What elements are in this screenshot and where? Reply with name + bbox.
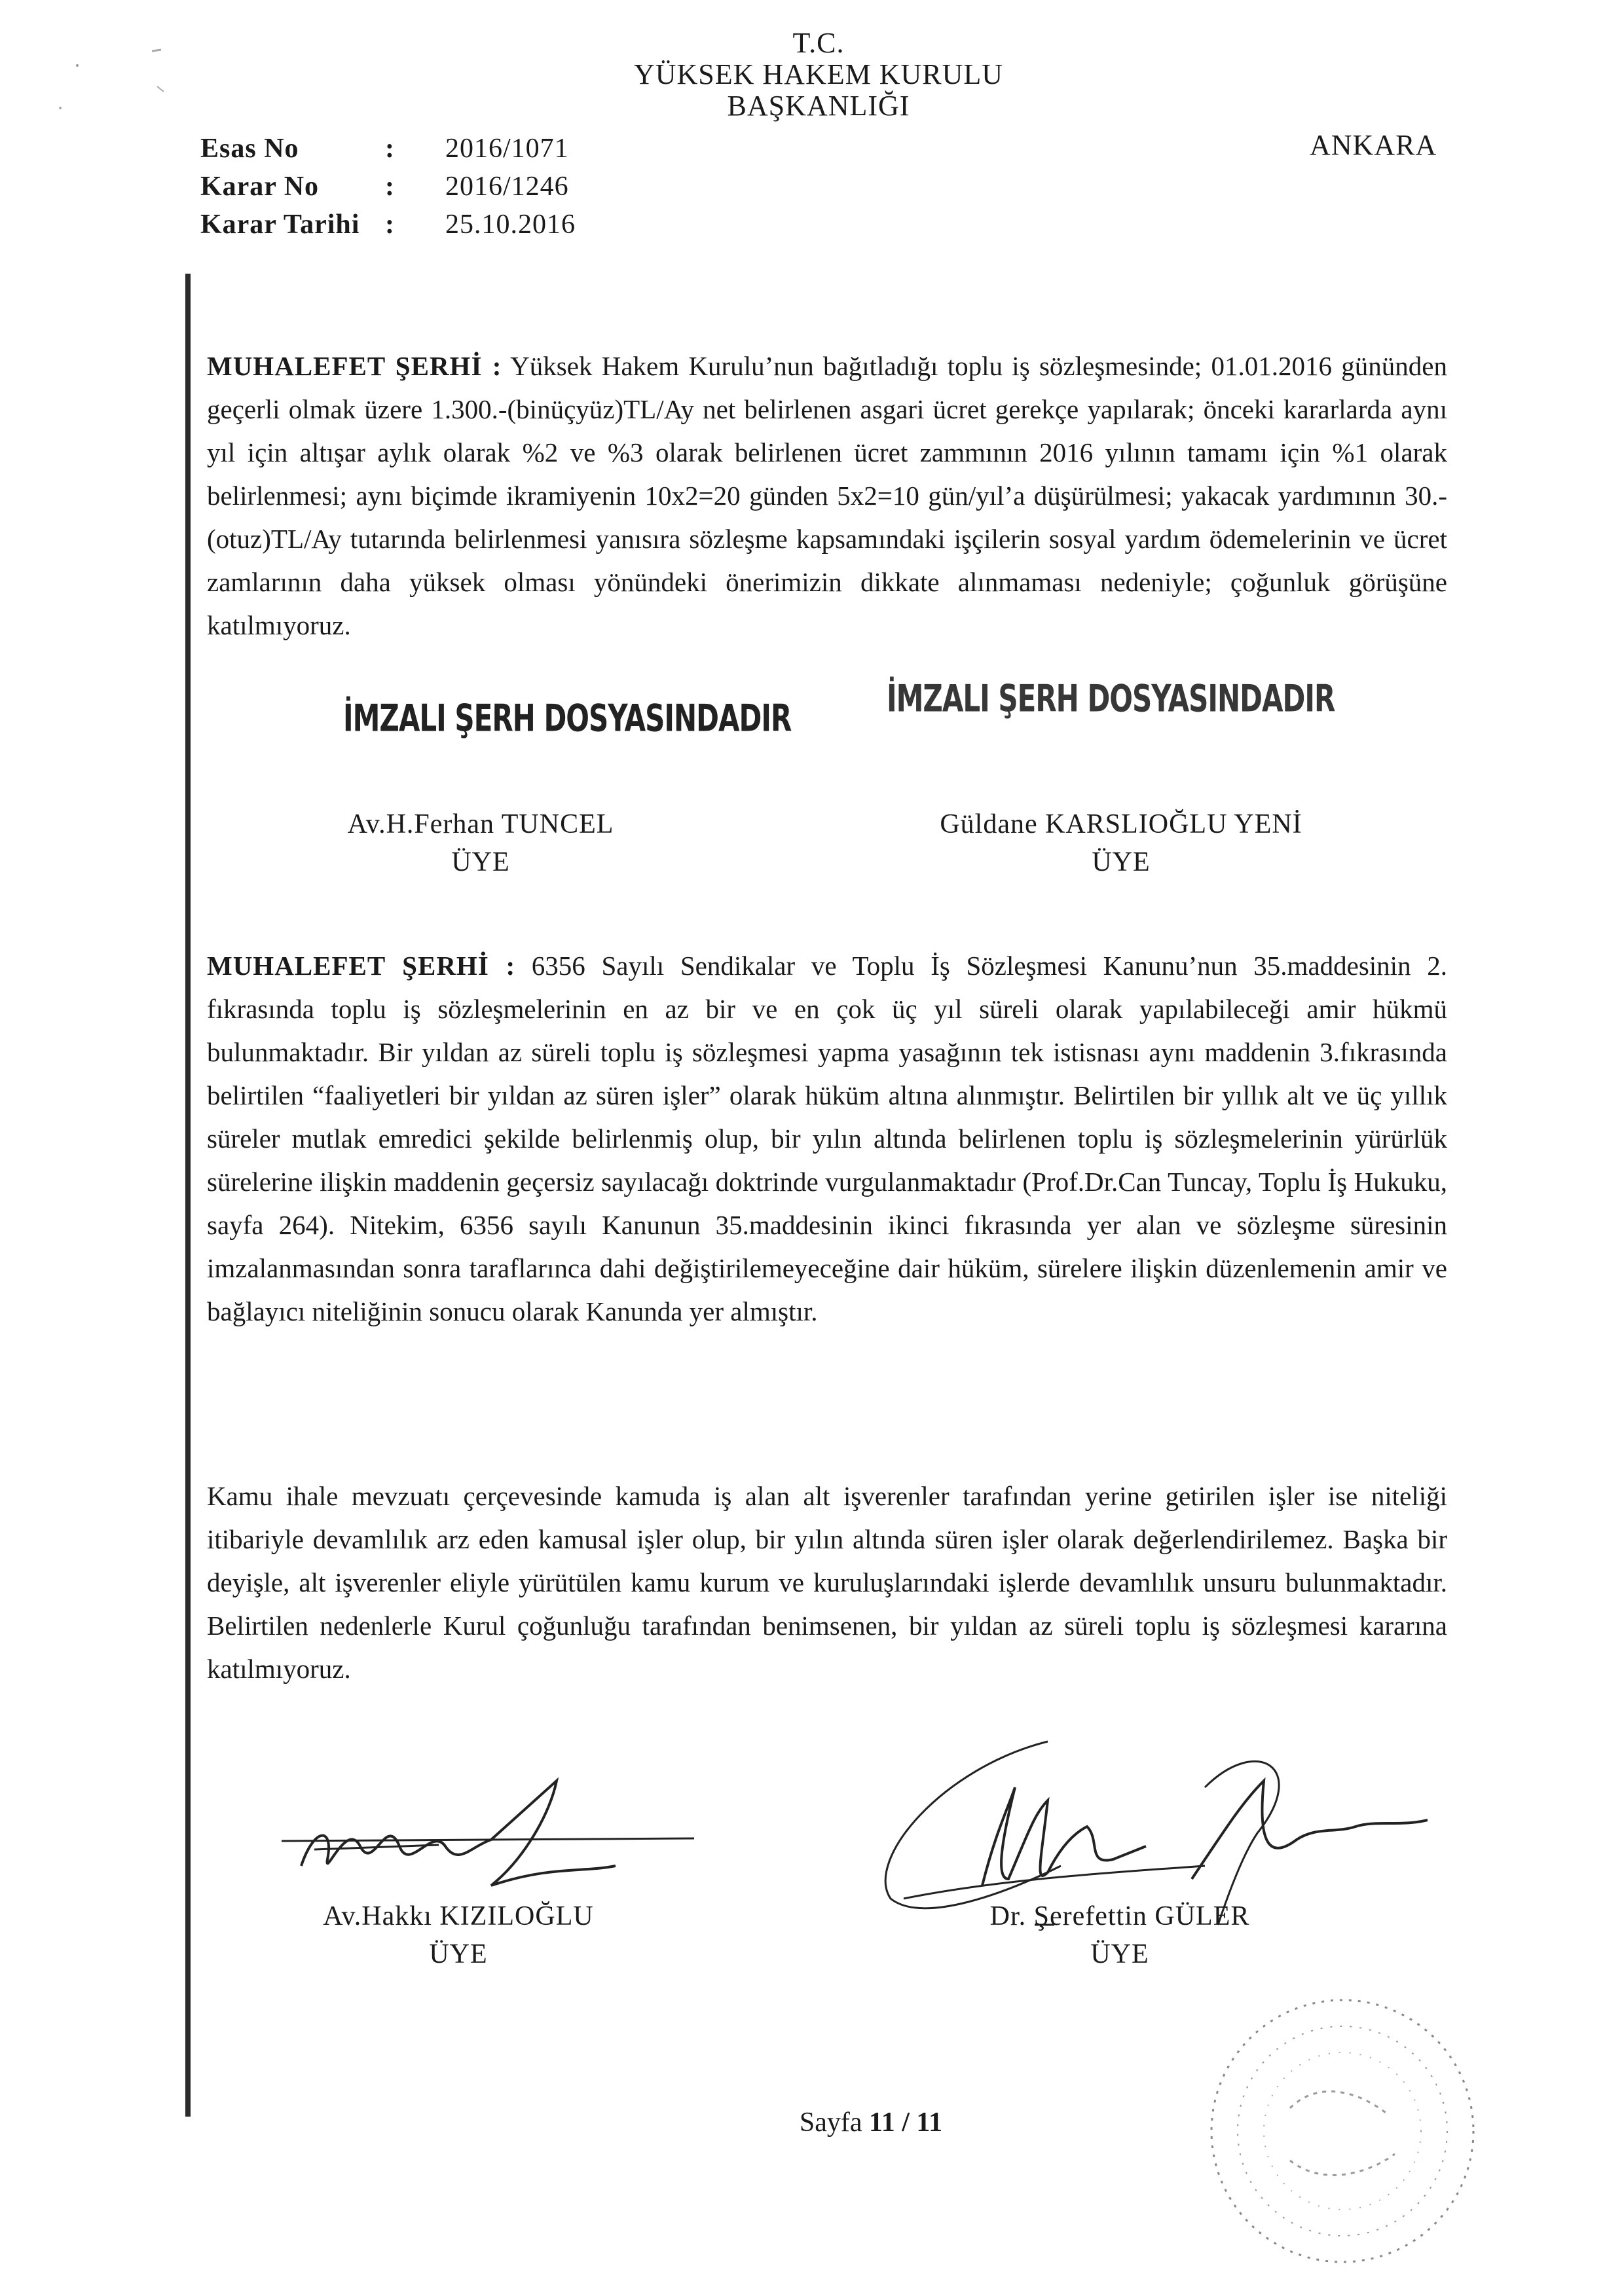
margin-bar bbox=[185, 274, 191, 2117]
page-footer bbox=[720, 2107, 1022, 2138]
dissent-paragraph-3 bbox=[207, 1474, 1447, 1690]
esas-label: Esas No bbox=[200, 134, 299, 164]
signer-block bbox=[872, 805, 1370, 881]
page-number: 11 / 11 bbox=[869, 2107, 943, 2138]
dissent-text-3: Kamu ihale mevzuatı çerçevesinde kamuda iş alan alt işverenler tarafından yerine getirilen işler ise niteliği itibariyle devamlılık arz eden kamusal işler olup, bir yılın altında süren işler olarak değerlendirilemez. Başka bir deyişle, alt işverenler eliyle yürütülen kamu kurum ve kuruluşlarındaki işlerde devamlılık unsuru bulunmaktadır. Belirtilen nedenlerle Kurul çoğunluğu tarafından benimsenen, bir yıldan az süreli toplu iş sözleşmesi kararına katılmıyoruz. bbox=[207, 1481, 1447, 1684]
case-meta bbox=[200, 130, 576, 244]
esas-row bbox=[200, 130, 576, 168]
signed-dissent-stamp: İMZALI ŞERH DOSYASINDADIR bbox=[343, 697, 792, 740]
page-label: Sayfa bbox=[799, 2107, 862, 2138]
header-tc: T.C. bbox=[792, 27, 845, 59]
signature-left bbox=[275, 1768, 707, 1912]
signer-name: Dr. Şerefettin GÜLER bbox=[989, 1901, 1250, 1931]
tarih-row bbox=[200, 206, 576, 244]
tarih-label: Karar Tarihi bbox=[200, 210, 360, 240]
karar-colon: : bbox=[385, 172, 394, 202]
dissent-heading-2: MUHALEFET ŞERHİ : bbox=[207, 951, 516, 981]
karar-value: 2016/1246 bbox=[445, 172, 569, 202]
dissent-text-1: Yüksek Hakem Kurulu’nun bağıtladığı toplu iş sözleşmesinde; 01.01.2016 gününden geçerli olmak üzere 1.300.-(binüçyüz)TL/Ay net belirlenen asgari ücret gerekçe yapılarak; önceki kararlarda aynı yıl için altışar aylık olarak %2 ve %3 olarak belirlenen ücret zammının 2016 yılının tamamı için %1 olarak belirlenmesi; aynı biçimde ikramiyenin 10x2=20 günden 5x2=10 gün/yıl’a düşürülmesi; yakacak yardımının 30.-(otuz)TL/Ay tutarında belirlenmesi yanısıra sözleşme kapsamındaki işçilerin sosyal yardım ödemelerinin ve ücret zamlarının daha yüksek olması yönündeki önerimizin dikkate alınmaması nedeniyle; çoğunluk görüşüne katılmıyoruz. bbox=[207, 351, 1447, 640]
karar-row bbox=[200, 168, 576, 206]
signer-block bbox=[275, 1897, 642, 1973]
tarih-colon: : bbox=[385, 210, 394, 240]
karar-label: Karar No bbox=[200, 172, 320, 202]
signer-block bbox=[310, 805, 651, 881]
signer-block bbox=[917, 1897, 1323, 1973]
tarih-value: 25.10.2016 bbox=[445, 210, 576, 240]
header-organization: YÜKSEK HAKEM KURULU bbox=[633, 58, 1004, 90]
header-city: ANKARA bbox=[1310, 129, 1437, 161]
scan-specks bbox=[0, 0, 196, 131]
dissent-heading-1: MUHALEFET ŞERHİ : bbox=[207, 351, 502, 381]
dissent-paragraph-1 bbox=[207, 344, 1447, 647]
signer-role: ÜYE bbox=[429, 1939, 488, 1969]
signer-name: Güldane KARSLIOĞLU YENİ bbox=[940, 809, 1302, 839]
signer-name: Av.H.Ferhan TUNCEL bbox=[347, 809, 614, 839]
signed-dissent-stamp: İMZALI ŞERH DOSYASINDADIR bbox=[887, 677, 1335, 721]
dissent-paragraph-2 bbox=[207, 944, 1447, 1333]
esas-value: 2016/1071 bbox=[445, 134, 569, 164]
dissent-text-2: 6356 Sayılı Sendikalar ve Toplu İş Sözleşmesi Kanunu’nun 35.maddesinin 2. fıkrasında toplu iş sözleşmelerinin en az bir ve en çok üç yıl süreli olarak yapılabileceği amir hükmü bulunmaktadır. Bir yıldan az süreli toplu iş sözleşmesi yapma yasağının tek istisnası aynı maddenin 3.fıkrasında belirtilen “faaliyetleri bir yıldan az süren işler” olarak hüküm altına alınmıştır. Belirtilen bir yıllık alt ve üç yıllık süreler mutlak emredici şekilde belirlenmiş olup, bir yılın altında belirlenen toplu iş sözleşmelerinin yürürlük sürelerine ilişkin maddenin geçersiz sayılacağı doktrinde vurgulanmaktadır (Prof.Dr.Can Tuncay, Toplu İş Hukuku, sayfa 264). Nitekim, 6356 sayılı Kanunun 35.maddesinin ikinci fıkrasında yer alan ve sözleşme süresinin imzalanmasından sonra taraflarınca dahi değiştirilemeyeceğine dair hüküm, sürelere ilişkin düzenlemenin amir ve bağlayıcı niteliğinin sonucu olarak Kanunda yer almıştır. bbox=[207, 951, 1447, 1326]
esas-colon: : bbox=[385, 134, 394, 164]
header-subtitle: BAŞKANLIĞI bbox=[727, 90, 910, 122]
signer-role: ÜYE bbox=[451, 847, 510, 877]
official-seal bbox=[1192, 1977, 1493, 2285]
signer-name: Av.Hakkı KIZILOĞLU bbox=[323, 1901, 594, 1931]
signer-role: ÜYE bbox=[1090, 1939, 1149, 1969]
signer-role: ÜYE bbox=[1092, 847, 1151, 877]
